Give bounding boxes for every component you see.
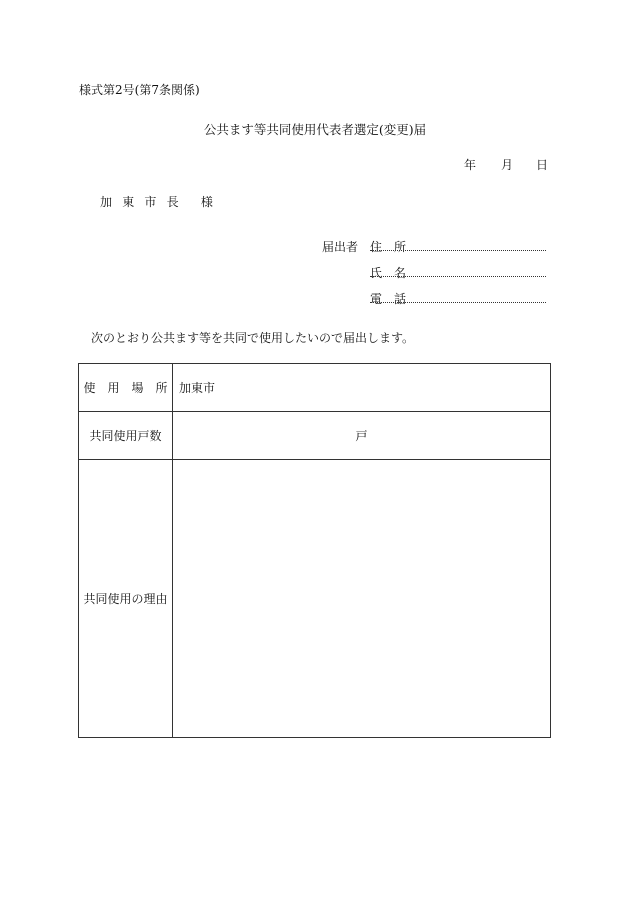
name-field[interactable] (370, 276, 546, 277)
recipient-char: 市 (144, 195, 157, 209)
phone-field[interactable] (370, 302, 546, 303)
households-field[interactable] (173, 412, 551, 460)
document-title: 公共ます等共同使用代表者選定(変更)届 (203, 122, 427, 137)
form-table (78, 363, 551, 738)
households-label: 共同使用戸数 (79, 412, 173, 460)
statement-text: 次のとおり公共ます等を共同で使用したいので届出します。 (91, 331, 415, 345)
address-field[interactable] (370, 250, 546, 251)
recipient-char: 東 (122, 195, 135, 209)
honorific: 様 (200, 195, 214, 209)
form-number: 様式第2号(第7条関係) (79, 83, 200, 97)
date-day-label: 日 (536, 158, 549, 172)
households-unit: 戸 (355, 429, 368, 443)
location-value[interactable]: 加東市 (173, 364, 551, 412)
date-month-label: 月 (501, 158, 514, 172)
table-row (79, 460, 551, 738)
address-label: 住 所 (370, 240, 407, 254)
notifier-label: 届出者 (322, 240, 359, 254)
name-label: 氏 名 (370, 266, 407, 280)
table-row (79, 364, 551, 412)
reason-label: 共同使用の理由 (79, 460, 173, 738)
recipient (100, 193, 213, 210)
table-row (79, 412, 551, 460)
reason-field[interactable] (173, 460, 551, 738)
location-label: 使 用 場 所 (79, 364, 173, 412)
date-year-label: 年 (464, 158, 477, 172)
phone-label: 電 話 (370, 292, 407, 306)
recipient-char: 加 (100, 195, 113, 209)
recipient-char: 長 (166, 195, 179, 209)
